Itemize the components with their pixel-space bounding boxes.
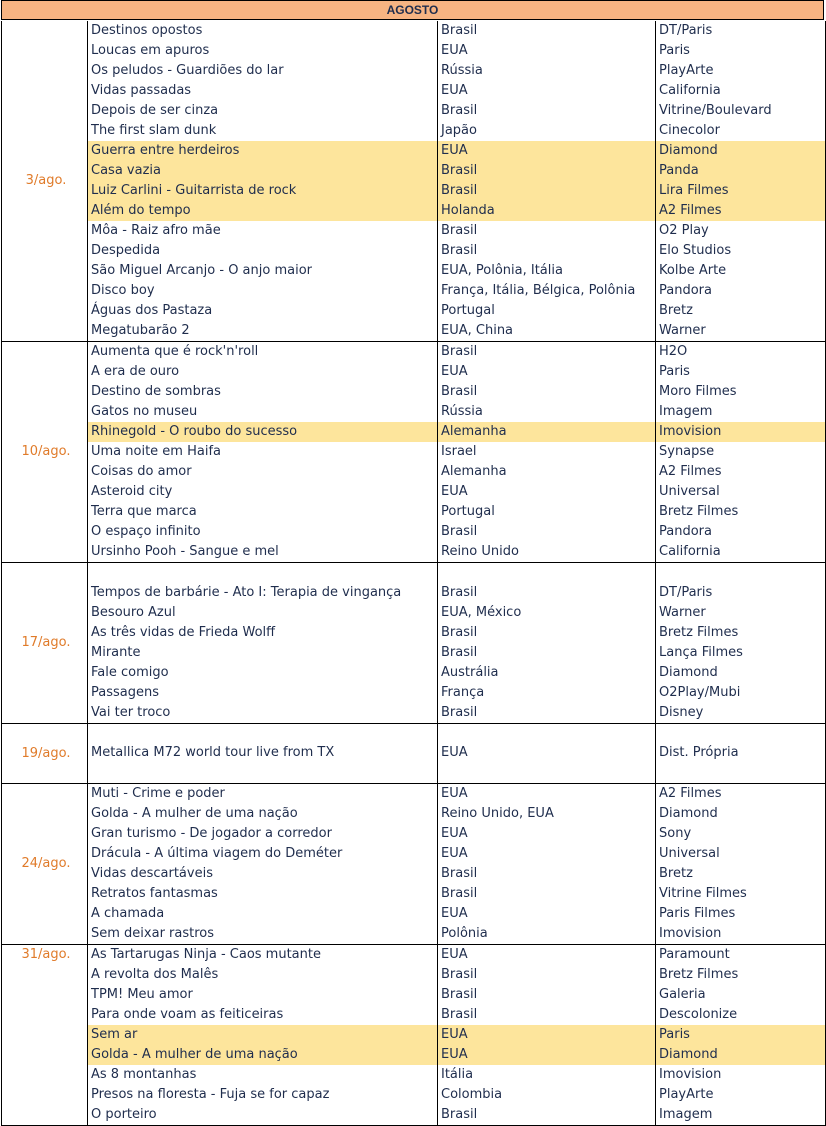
movie-country: Brasil (438, 1005, 656, 1025)
table-row (2, 1065, 826, 1085)
movie-country: EUA, México (438, 603, 656, 623)
movie-title: Retratos fantasmas (88, 884, 438, 904)
release-date: 24/ago. (2, 783, 88, 944)
table-row (2, 985, 826, 1005)
table-row (2, 1085, 826, 1105)
table-row (2, 442, 826, 462)
release-table-body (2, 21, 826, 1125)
release-date: 17/ago. (2, 563, 88, 724)
table-row (2, 703, 826, 724)
movie-country: Rússia (438, 402, 656, 422)
table-row (2, 904, 826, 924)
table-row (2, 141, 826, 161)
movie-title: Ursinho Pooh - Sangue e mel (88, 542, 438, 563)
movie-title: Metallica M72 world tour live from TX (88, 743, 438, 763)
table-row (2, 41, 826, 61)
table-row (2, 462, 826, 482)
table-row (2, 502, 826, 522)
movie-country: EUA (438, 41, 656, 61)
movie-distributor: Diamond (656, 1045, 826, 1065)
movie-country: Holanda (438, 201, 656, 221)
movie-title: Os peludos - Guardiões do lar (88, 61, 438, 81)
movie-country: Brasil (438, 241, 656, 261)
movie-title: Gatos no museu (88, 402, 438, 422)
movie-distributor: Imovision (656, 1065, 826, 1085)
table-row (2, 382, 826, 402)
table-row (2, 522, 826, 542)
table-row (2, 161, 826, 181)
movie-title: Loucas em apuros (88, 41, 438, 61)
movie-country: Brasil (438, 522, 656, 542)
movie-distributor: Lança Filmes (656, 643, 826, 663)
movie-country: Brasil (438, 21, 656, 41)
movie-country: Brasil (438, 101, 656, 121)
movie-distributor: Bretz Filmes (656, 502, 826, 522)
table-row (2, 643, 826, 663)
release-table (1, 21, 826, 1126)
movie-distributor: DT/Paris (656, 21, 826, 41)
movie-country: Brasil (438, 342, 656, 363)
movie-title: As Tartarugas Ninja - Caos mutante (88, 944, 438, 965)
movie-distributor: Cinecolor (656, 121, 826, 141)
movie-distributor: PlayArte (656, 1085, 826, 1105)
movie-title: A revolta dos Malês (88, 965, 438, 985)
movie-country (438, 563, 656, 583)
table-row (2, 743, 826, 763)
release-date: 31/ago. (2, 944, 88, 1125)
movie-distributor: PlayArte (656, 61, 826, 81)
movie-distributor: Bretz (656, 301, 826, 321)
movie-distributor: Diamond (656, 804, 826, 824)
table-row (2, 1025, 826, 1045)
movie-title: Sem deixar rastros (88, 924, 438, 945)
movie-distributor: A2 Filmes (656, 462, 826, 482)
movie-distributor: Moro Filmes (656, 382, 826, 402)
movie-country (438, 763, 656, 783)
movie-title (88, 763, 438, 783)
movie-title: Vidas passadas (88, 81, 438, 101)
movie-country: EUA (438, 1025, 656, 1045)
movie-country: EUA (438, 783, 656, 804)
movie-country: Alemanha (438, 462, 656, 482)
movie-distributor: Warner (656, 321, 826, 342)
movie-title: As três vidas de Frieda Wolff (88, 623, 438, 643)
movie-title: Águas dos Pastaza (88, 301, 438, 321)
movie-country: EUA (438, 81, 656, 101)
table-row (2, 362, 826, 382)
table-row (2, 924, 826, 945)
table-row (2, 1105, 826, 1126)
movie-distributor: Sony (656, 824, 826, 844)
table-row (2, 663, 826, 683)
movie-country: Brasil (438, 181, 656, 201)
movie-distributor: Lira Filmes (656, 181, 826, 201)
table-row (2, 241, 826, 261)
table-row (2, 342, 826, 363)
movie-title: A chamada (88, 904, 438, 924)
movie-distributor (656, 563, 826, 583)
movie-country: Brasil (438, 382, 656, 402)
movie-country: Brasil (438, 221, 656, 241)
movie-title: As 8 montanhas (88, 1065, 438, 1085)
table-row (2, 81, 826, 101)
movie-distributor: Diamond (656, 141, 826, 161)
movie-distributor: Warner (656, 603, 826, 623)
movie-distributor: Bretz (656, 864, 826, 884)
table-row (2, 563, 826, 583)
movie-title: Muti - Crime e poder (88, 783, 438, 804)
table-row (2, 181, 826, 201)
movie-country: Colombia (438, 1085, 656, 1105)
movie-distributor: Universal (656, 844, 826, 864)
movie-country: Brasil (438, 583, 656, 603)
movie-distributor: Panda (656, 161, 826, 181)
movie-title: Fale comigo (88, 663, 438, 683)
table-row (2, 281, 826, 301)
movie-country: EUA (438, 141, 656, 161)
movie-distributor: Vitrine Filmes (656, 884, 826, 904)
movie-title (88, 563, 438, 583)
table-row (2, 804, 826, 824)
movie-distributor: California (656, 542, 826, 563)
movie-title: Terra que marca (88, 502, 438, 522)
movie-country: EUA (438, 824, 656, 844)
table-row (2, 301, 826, 321)
table-row (2, 884, 826, 904)
table-row (2, 221, 826, 241)
movie-country: Reino Unido, EUA (438, 804, 656, 824)
movie-distributor: Pandora (656, 522, 826, 542)
movie-country: Portugal (438, 301, 656, 321)
movie-country: Brasil (438, 864, 656, 884)
table-row (2, 623, 826, 643)
movie-title: TPM! Meu amor (88, 985, 438, 1005)
movie-title: Luiz Carlini - Guitarrista de rock (88, 181, 438, 201)
movie-country: Brasil (438, 161, 656, 181)
movie-distributor: Bretz Filmes (656, 965, 826, 985)
movie-title: Golda - A mulher de uma nação (88, 804, 438, 824)
table-row (2, 542, 826, 563)
movie-title: Casa vazia (88, 161, 438, 181)
table-row (2, 763, 826, 783)
movie-distributor (656, 723, 826, 743)
movie-distributor: Imagem (656, 402, 826, 422)
movie-title: Megatubarão 2 (88, 321, 438, 342)
movie-distributor: DT/Paris (656, 583, 826, 603)
table-row (2, 844, 826, 864)
movie-distributor: Synapse (656, 442, 826, 462)
movie-distributor: Disney (656, 703, 826, 724)
movie-distributor: Dist. Própria (656, 743, 826, 763)
movie-country: Brasil (438, 703, 656, 724)
table-row (2, 583, 826, 603)
movie-title: Passagens (88, 683, 438, 703)
movie-distributor: Imovision (656, 422, 826, 442)
movie-country: EUA (438, 844, 656, 864)
movie-title (88, 723, 438, 743)
movie-title: Tempos de barbárie - Ato I: Terapia de vingança (88, 583, 438, 603)
movie-country: EUA (438, 482, 656, 502)
movie-country: Brasil (438, 884, 656, 904)
movie-distributor: Imovision (656, 924, 826, 945)
movie-distributor: Galeria (656, 985, 826, 1005)
table-row (2, 603, 826, 623)
movie-country: Brasil (438, 1105, 656, 1126)
movie-country: Polônia (438, 924, 656, 945)
movie-distributor: Universal (656, 482, 826, 502)
table-row (2, 482, 826, 502)
movie-distributor: Kolbe Arte (656, 261, 826, 281)
table-row (2, 965, 826, 985)
movie-country: Brasil (438, 623, 656, 643)
movie-title: Uma noite em Haifa (88, 442, 438, 462)
release-date: 3/ago. (2, 21, 88, 342)
movie-country: Reino Unido (438, 542, 656, 563)
movie-title: Mirante (88, 643, 438, 663)
movie-distributor: Elo Studios (656, 241, 826, 261)
movie-country: Japão (438, 121, 656, 141)
movie-country: Alemanha (438, 422, 656, 442)
movie-country: Portugal (438, 502, 656, 522)
table-row (2, 61, 826, 81)
movie-country: EUA (438, 362, 656, 382)
movie-distributor: Paris Filmes (656, 904, 826, 924)
movie-country (438, 723, 656, 743)
movie-distributor: O2Play/Mubi (656, 683, 826, 703)
table-row (2, 101, 826, 121)
movie-country: Brasil (438, 985, 656, 1005)
movie-distributor: A2 Filmes (656, 783, 826, 804)
movie-title: Aumenta que é rock'n'roll (88, 342, 438, 363)
movie-distributor: Bretz Filmes (656, 623, 826, 643)
movie-distributor: Vitrine/Boulevard (656, 101, 826, 121)
movie-country: EUA (438, 944, 656, 965)
movie-distributor: Imagem (656, 1105, 826, 1126)
movie-title: Drácula - A última viagem do Deméter (88, 844, 438, 864)
movie-title: Vidas descartáveis (88, 864, 438, 884)
table-row (2, 321, 826, 342)
table-row (2, 201, 826, 221)
movie-country: EUA (438, 904, 656, 924)
table-row (2, 783, 826, 804)
table-row (2, 723, 826, 743)
table-row (2, 864, 826, 884)
movie-title: Despedida (88, 241, 438, 261)
table-row (2, 21, 826, 41)
movie-distributor: Descolonize (656, 1005, 826, 1025)
movie-distributor: California (656, 81, 826, 101)
movie-title: Besouro Azul (88, 603, 438, 623)
movie-country: Austrália (438, 663, 656, 683)
movie-title: Presos na floresta - Fuja se for capaz (88, 1085, 438, 1105)
release-date: 19/ago. (2, 723, 88, 783)
movie-title: Destinos opostos (88, 21, 438, 41)
movie-distributor: Pandora (656, 281, 826, 301)
movie-country: EUA (438, 1045, 656, 1065)
movie-distributor (656, 763, 826, 783)
month-header: AGOSTO (1, 0, 824, 20)
movie-distributor: Paris (656, 41, 826, 61)
movie-title: Coisas do amor (88, 462, 438, 482)
movie-country: França, Itália, Bélgica, Polônia (438, 281, 656, 301)
table-row (2, 1045, 826, 1065)
movie-title: Para onde voam as feiticeiras (88, 1005, 438, 1025)
movie-title: Sem ar (88, 1025, 438, 1045)
movie-distributor: Paris (656, 1025, 826, 1045)
table-row (2, 422, 826, 442)
movie-country: EUA, China (438, 321, 656, 342)
movie-distributor: A2 Filmes (656, 201, 826, 221)
movie-title: Disco boy (88, 281, 438, 301)
movie-title: Vai ter troco (88, 703, 438, 724)
movie-title: Destino de sombras (88, 382, 438, 402)
movie-country: Brasil (438, 643, 656, 663)
movie-country: Brasil (438, 965, 656, 985)
table-row (2, 824, 826, 844)
release-date: 10/ago. (2, 342, 88, 563)
table-row (2, 1005, 826, 1025)
movie-country: Rússia (438, 61, 656, 81)
movie-title: Golda - A mulher de uma nação (88, 1045, 438, 1065)
movie-title: The first slam dunk (88, 121, 438, 141)
movie-distributor: O2 Play (656, 221, 826, 241)
table-row (2, 261, 826, 281)
movie-title: Asteroid city (88, 482, 438, 502)
movie-distributor: Paramount (656, 944, 826, 965)
movie-title: Guerra entre herdeiros (88, 141, 438, 161)
movie-country: Israel (438, 442, 656, 462)
table-row (2, 683, 826, 703)
movie-distributor: Diamond (656, 663, 826, 683)
movie-title: O porteiro (88, 1105, 438, 1126)
movie-distributor: Paris (656, 362, 826, 382)
table-row (2, 944, 826, 965)
movie-title: A era de ouro (88, 362, 438, 382)
movie-country: França (438, 683, 656, 703)
movie-title: Rhinegold - O roubo do sucesso (88, 422, 438, 442)
movie-distributor: H2O (656, 342, 826, 363)
table-row (2, 402, 826, 422)
movie-title: Môa - Raiz afro mãe (88, 221, 438, 241)
movie-title: O espaço infinito (88, 522, 438, 542)
movie-title: São Miguel Arcanjo - O anjo maior (88, 261, 438, 281)
movie-country: Itália (438, 1065, 656, 1085)
movie-country: EUA, Polônia, Itália (438, 261, 656, 281)
movie-title: Depois de ser cinza (88, 101, 438, 121)
movie-country: EUA (438, 743, 656, 763)
movie-title: Além do tempo (88, 201, 438, 221)
table-row (2, 121, 826, 141)
movie-title: Gran turismo - De jogador a corredor (88, 824, 438, 844)
